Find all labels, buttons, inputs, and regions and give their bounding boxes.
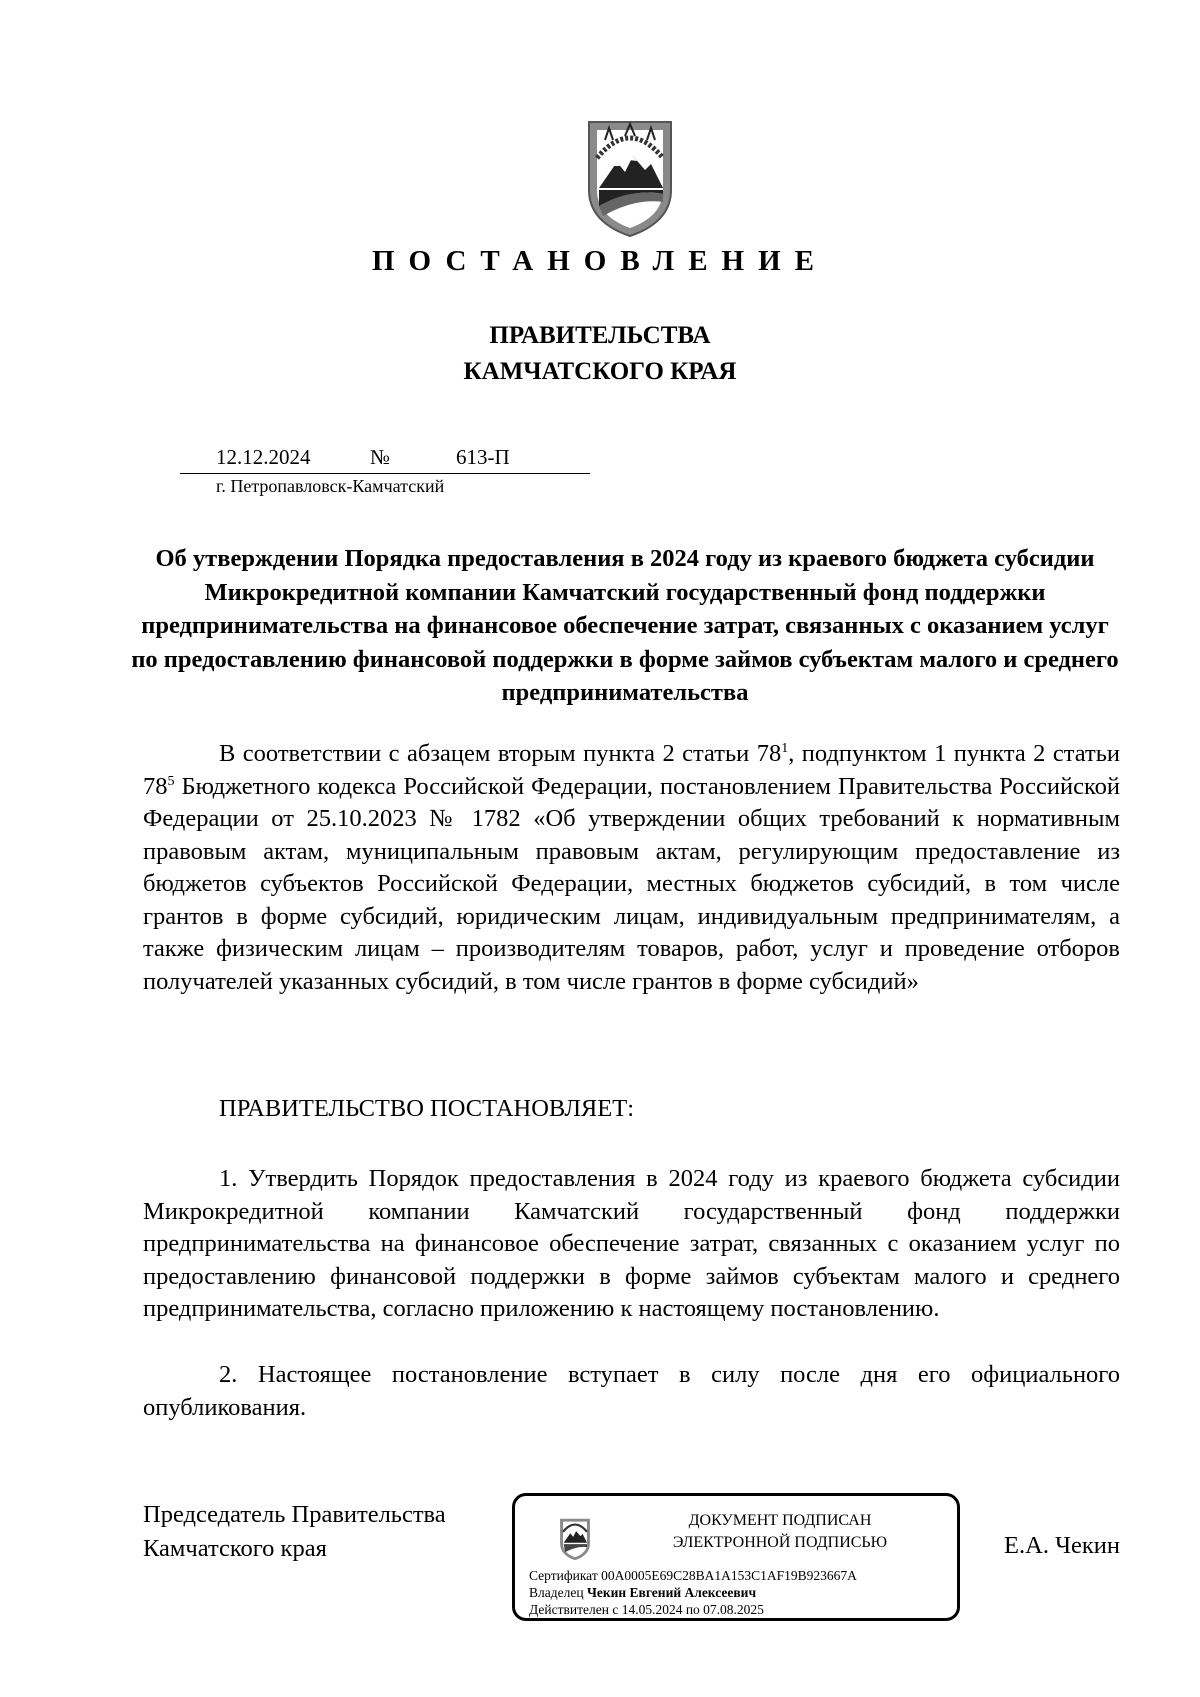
signer-title-line-2: Камчатского края — [143, 1535, 327, 1562]
signer-title-line-1: Председатель Правительства — [143, 1501, 446, 1528]
preamble-text-2: , подпунктом 1 пункта 2 статьи 78 — [143, 740, 1120, 800]
stamp-heading — [630, 1510, 930, 1554]
signer-title — [143, 1498, 446, 1566]
document-subject: Об утверждении Порядка предоставления в 2024 году из краевого бюджета субсидии Микрокредитной компании Камчатский государственный фонд поддержки предпринимательства на финансовое обеспечение затрат, связанных с оказанием услуг по предоставлению финансовой поддержки в форме займов субъектам малого и среднего предпринимательства — [131, 545, 1119, 706]
valid-from: 14.05.2024 — [621, 1602, 683, 1617]
document-number: 613-П — [456, 445, 510, 469]
valid-to-label: по — [685, 1602, 700, 1617]
stamp-heading-line-1: ДОКУМЕНТ ПОДПИСАН — [688, 1512, 872, 1529]
owner-value: Чекин Евгений Алексеевич — [586, 1585, 757, 1600]
document-date: 12.12.2024 — [216, 445, 311, 469]
issuer-line-1: ПРАВИТЕЛЬСТВА — [489, 322, 711, 349]
signer-name: Е.А. Чекин — [1004, 1532, 1120, 1559]
preamble-text-3: Бюджетного кодекса Российской Федерации, постановлением Правительства Российской Федерации от 25.10.2023 № 1782 «Об утверждении общих требований к нормативным правовым актам, муниципальным правовым актам, регулирующим предоставление из бюджетов субъектов Российской Федерации, местных бюджетов субсидий, в том числе грантов в форме субсидий, юридическим лицам, индивидуальным предпринимателям, а также физическим лицам – производителям товаров, работ, услуг и проведение отборов получателей указанных субсидий, в том числе грантов в форме субсидий» — [143, 772, 1120, 995]
resolves-heading: ПРАВИТЕЛЬСТВО ПОСТАНОВЛЯЕТ: — [219, 1095, 635, 1122]
validity-label: Действителен — [529, 1602, 609, 1617]
item-1: 1. Утвердить Порядок предоставления в 2024 году из краевого бюджета субсидии Микрокредитной компании Камчатский государственный фонд поддержки предпринимательства на финансовое обеспечение затрат, связанных с оказанием услуг по предоставлению финансовой поддержки в форме займов субъектам малого и среднего предпринимательства, согласно приложению к настоящему постановлению. — [143, 1165, 1120, 1322]
owner-label: Владелец — [529, 1585, 584, 1600]
electronic-signature-stamp — [512, 1493, 960, 1621]
kamchatka-coat-of-arms-icon — [575, 110, 685, 240]
issue-place: г. Петропавловск-Камчатский — [216, 476, 445, 496]
registration-line — [180, 445, 590, 474]
stamp-owner-row — [529, 1585, 756, 1601]
issuer-line-2: КАМЧАТСКОГО КРАЯ — [463, 358, 737, 385]
item-2: 2. Настоящее постановление вступает в силу после дня его официального опубликования. — [143, 1361, 1120, 1421]
issuer-block — [0, 318, 1200, 390]
valid-to: 07.08.2025 — [703, 1602, 764, 1617]
stamp-certificate-row — [529, 1568, 857, 1584]
document-type-title: ПОСТАНОВЛЕНИЕ — [371, 245, 828, 277]
valid-from-label: с — [612, 1602, 619, 1617]
certificate-label: Сертификат — [529, 1568, 598, 1583]
number-label: № — [370, 445, 391, 469]
preamble-sup-1: 1 — [781, 740, 789, 756]
preamble-paragraph — [143, 738, 1120, 998]
stamp-validity-row — [529, 1602, 764, 1618]
preamble-sup-2: 5 — [167, 773, 175, 789]
certificate-value: 00A0005E69C28BA1A153C1AF19B923667A — [601, 1568, 857, 1583]
preamble-text-1: В соответствии с абзацем вторым пункта 2 статьи 78 — [219, 740, 782, 767]
stamp-coat-of-arms-icon — [555, 1514, 595, 1562]
stamp-heading-line-2: ЭЛЕКТРОННОЙ ПОДПИСЬЮ — [672, 1534, 888, 1551]
